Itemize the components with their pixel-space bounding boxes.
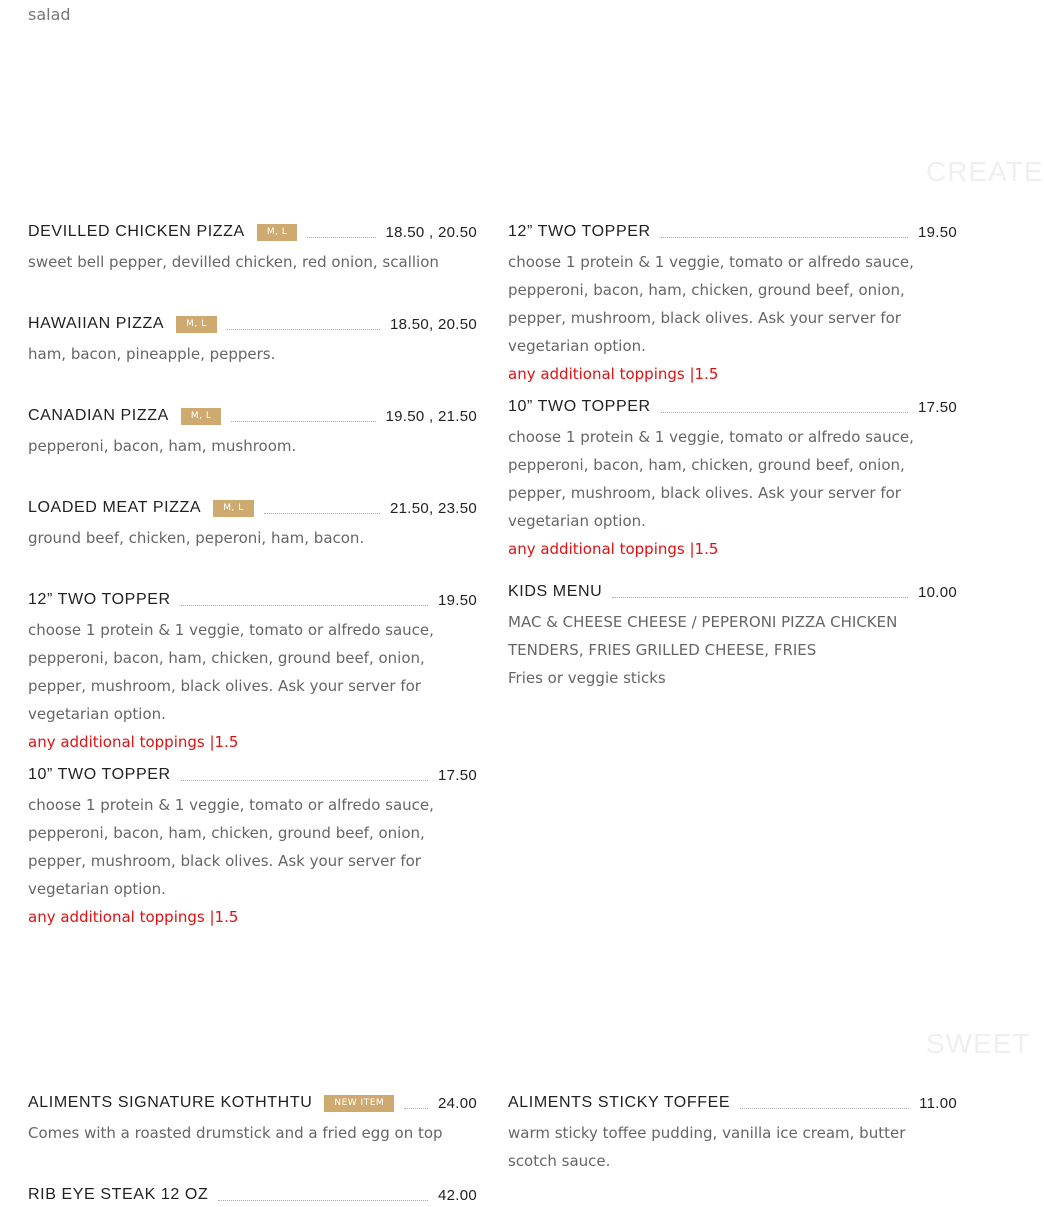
new-item-badge: NEW ITEM: [324, 1095, 394, 1112]
dot-leader: [661, 237, 908, 238]
item-price: 19.50: [917, 223, 957, 241]
menu-item-devilled-chicken-pizza: [28, 220, 477, 276]
section-heading-sweet: SWEET: [926, 1028, 1031, 1059]
section-heading-create: CREATE: [926, 156, 1044, 187]
item-name: CANADIAN PIZZA: [28, 407, 169, 424]
dot-leader: [181, 780, 428, 781]
item-name: DEVILLED CHICKEN PIZZA: [28, 223, 245, 240]
menu-item-rib-eye-steak: [28, 1183, 477, 1207]
previous-item-description: salad: [28, 5, 71, 24]
item-description: ham, bacon, pineapple, peppers.: [28, 345, 276, 363]
dot-leader: [612, 597, 908, 598]
item-description: ground beef, chicken, peperoni, ham, bacon.: [28, 529, 365, 547]
item-name: 12” TWO TOPPER: [28, 591, 171, 608]
item-price: 18.50, 20.50: [389, 315, 477, 333]
item-price: 42.00: [437, 1186, 477, 1204]
additional-toppings-note: any additional toppings |1.5: [508, 365, 719, 383]
menu-item-12-two-topper-right: [508, 220, 957, 388]
menu-item-kids-menu: [508, 580, 957, 692]
size-badge: M, L: [176, 316, 217, 333]
menu-item-10-two-topper-right: [508, 395, 957, 563]
dot-leader: [740, 1108, 909, 1109]
dot-leader: [231, 421, 375, 422]
additional-toppings-note: any additional toppings |1.5: [28, 733, 239, 751]
item-price: 24.00: [437, 1094, 477, 1112]
menu-item-canadian-pizza: [28, 404, 477, 460]
item-description: choose 1 protein & 1 veggie, tomato or alfredo sauce, pepperoni, bacon, ham, chicken, ground beef, onion, pepper, mushroom, black olives. Ask your server for vegetarian option.: [28, 621, 434, 723]
item-price: 10.00: [917, 583, 957, 601]
dot-leader: [181, 605, 428, 606]
dot-leader: [661, 412, 908, 413]
item-description: Comes with a roasted drumstick and a fried egg on top: [28, 1124, 443, 1142]
item-price: 11.00: [919, 1094, 957, 1112]
item-name: 10” TWO TOPPER: [28, 766, 171, 783]
item-price: 18.50 , 20.50: [385, 223, 477, 241]
additional-toppings-note: any additional toppings |1.5: [28, 908, 239, 926]
item-side-options: Fries or veggie sticks: [508, 669, 666, 687]
dot-leader: [264, 513, 380, 514]
menu-item-loaded-meat-pizza: [28, 496, 477, 552]
size-badge: M, L: [213, 500, 254, 517]
item-price: 19.50: [437, 591, 477, 609]
dot-leader: [218, 1200, 428, 1201]
size-badge: M, L: [181, 408, 222, 425]
item-name: RIB EYE STEAK 12 OZ: [28, 1186, 209, 1203]
dot-leader: [307, 237, 375, 238]
item-price: 19.50 , 21.50: [385, 407, 477, 425]
item-name: KIDS MENU: [508, 583, 603, 600]
menu-item-hawaiian-pizza: [28, 312, 477, 368]
item-description: MAC & CHEESE CHEESE / PEPERONI PIZZA CHICKEN TENDERS, FRIES GRILLED CHEESE, FRIES: [508, 613, 898, 659]
menu-item-12-two-topper-left: [28, 588, 477, 756]
menu-item-signature-koththtu: [28, 1091, 477, 1147]
item-description: choose 1 protein & 1 veggie, tomato or alfredo sauce, pepperoni, bacon, ham, chicken, ground beef, onion, pepper, mushroom, black olives. Ask your server for vegetarian option.: [28, 796, 434, 898]
item-description: choose 1 protein & 1 veggie, tomato or alfredo sauce, pepperoni, bacon, ham, chicken, ground beef, onion, pepper, mushroom, black olives. Ask your server for vegetarian option.: [508, 253, 914, 355]
dot-leader: [404, 1108, 428, 1109]
item-name: 10” TWO TOPPER: [508, 398, 651, 415]
item-name: HAWAIIAN PIZZA: [28, 315, 165, 332]
item-price: 21.50, 23.50: [389, 499, 477, 517]
item-name: LOADED MEAT PIZZA: [28, 499, 202, 516]
dot-leader: [227, 329, 380, 330]
item-name: ALIMENTS STICKY TOFFEE: [508, 1094, 731, 1111]
item-description: sweet bell pepper, devilled chicken, red onion, scallion: [28, 253, 439, 271]
size-badge: M, L: [257, 224, 298, 241]
menu-item-10-two-topper-left: [28, 763, 477, 931]
menu-item-sticky-toffee: [508, 1091, 957, 1175]
item-description: warm sticky toffee pudding, vanilla ice cream, butter scotch sauce.: [508, 1124, 906, 1170]
item-name: ALIMENTS SIGNATURE KOTHTHTU: [28, 1094, 313, 1111]
item-description: pepperoni, bacon, ham, mushroom.: [28, 437, 297, 455]
item-price: 17.50: [437, 766, 477, 784]
item-description: choose 1 protein & 1 veggie, tomato or alfredo sauce, pepperoni, bacon, ham, chicken, ground beef, onion, pepper, mushroom, black olives. Ask your server for vegetarian option.: [508, 428, 914, 530]
item-price: 17.50: [917, 398, 957, 416]
item-name: 12” TWO TOPPER: [508, 223, 651, 240]
additional-toppings-note: any additional toppings |1.5: [508, 540, 719, 558]
